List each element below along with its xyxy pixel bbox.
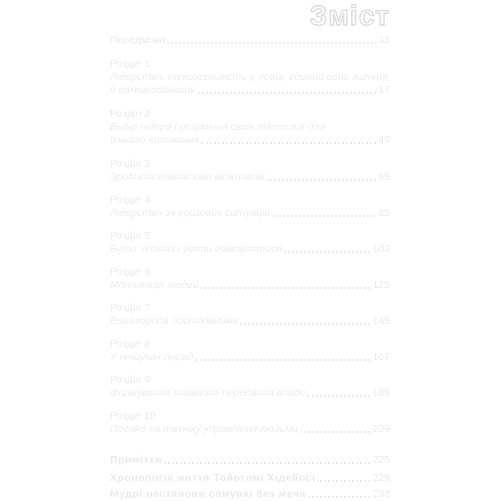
chapter-title-line2: й самовідданість <box>110 84 196 96</box>
leader-dots <box>284 251 371 253</box>
toc-chapter-1 <box>110 58 390 97</box>
appendix-page: 229 <box>372 472 390 484</box>
toc-appendix-notes <box>110 454 390 467</box>
toc-chapter-2 <box>110 108 390 147</box>
chapter-page: 103 <box>372 243 390 255</box>
appendix-label: Хронологія життя Тойотомі Хідейосі <box>110 472 316 484</box>
appendix-label: Мудрі настанови самураї без меча <box>110 488 306 500</box>
toc-appendix-chronology <box>110 472 390 485</box>
leader-dots <box>201 142 376 144</box>
chapter-title: Мотивація людей <box>110 279 199 291</box>
toc-chapter-10 <box>110 410 390 436</box>
appendix-page: 233 <box>372 488 390 500</box>
chapter-page: 125 <box>372 279 390 291</box>
leader-dots <box>272 215 376 217</box>
chapter-title: Лідерство за кризових ситуацій <box>110 207 271 219</box>
page-title: Зміст <box>309 0 390 31</box>
chapter-title: У пошуках порад <box>110 351 194 363</box>
chapter-title-line2: їхнього виховання <box>110 134 200 146</box>
chapter-page: 167 <box>372 351 390 363</box>
leader-dots <box>317 480 370 482</box>
chapter-title: Формування плавного передання влади <box>110 387 306 399</box>
chapter-page: 65 <box>378 171 390 183</box>
chapter-title: Винагорода послідовників <box>110 315 239 327</box>
chapter-label: Розділ 5 <box>110 230 151 242</box>
chapter-label: Розділ 3 <box>110 158 151 170</box>
toc-chapter-3 <box>110 158 390 184</box>
toc-chapter-4 <box>110 194 390 220</box>
toc-chapter-8 <box>110 338 390 364</box>
chapter-label: Розділ 8 <box>110 338 151 350</box>
leader-dots <box>164 462 371 464</box>
chapter-label: Розділ 4 <box>110 194 151 206</box>
chapter-title-line1: Лідерство, наполегливість у праці, єдиний сенс життя <box>110 71 388 83</box>
leader-dots <box>308 496 371 498</box>
leader-dots <box>307 395 370 397</box>
chapter-title: Зробити неможливе можливим <box>110 171 265 183</box>
leader-dots <box>300 431 370 433</box>
toc-chapter-9 <box>110 374 390 400</box>
toc-chapter-7 <box>110 302 390 328</box>
appendix-label: Примітки <box>110 454 162 466</box>
toc-appendix-wisdom <box>110 488 390 501</box>
chapter-page: 17 <box>378 84 390 96</box>
chapter-page: 189 <box>372 387 390 399</box>
chapter-page: 49 <box>378 134 390 146</box>
chapter-label: Розділ 2 <box>110 108 151 120</box>
leader-dots <box>167 42 377 44</box>
toc-preface-label: Передмова <box>110 34 166 46</box>
chapter-label: Розділ 6 <box>110 266 151 278</box>
leader-dots <box>195 359 370 361</box>
chapter-title: Погляд на техніку управління людьми <box>110 423 299 435</box>
chapter-page: 145 <box>372 315 390 327</box>
chapter-title-line1: Вибір лідера і розуміння своїх підлеглих для <box>110 121 326 133</box>
chapter-label: Розділ 10 <box>110 410 157 422</box>
leader-dots <box>198 92 377 94</box>
chapter-label: Розділ 7 <box>110 302 151 314</box>
toc-chapter-6 <box>110 266 390 292</box>
chapter-page: 209 <box>372 423 390 435</box>
chapter-title: Бути чесним і уміти домовлятися <box>110 243 282 255</box>
appendix-page: 225 <box>372 454 390 466</box>
leader-dots <box>267 179 376 181</box>
leader-dots <box>200 287 370 289</box>
toc-chapter-5 <box>110 230 390 256</box>
leader-dots <box>240 323 370 325</box>
toc-preface <box>110 34 390 47</box>
toc-preface-page: 11 <box>379 34 390 46</box>
chapter-label: Розділ 1 <box>110 58 151 70</box>
chapter-page: 85 <box>378 207 390 219</box>
chapter-label: Розділ 9 <box>110 374 151 386</box>
